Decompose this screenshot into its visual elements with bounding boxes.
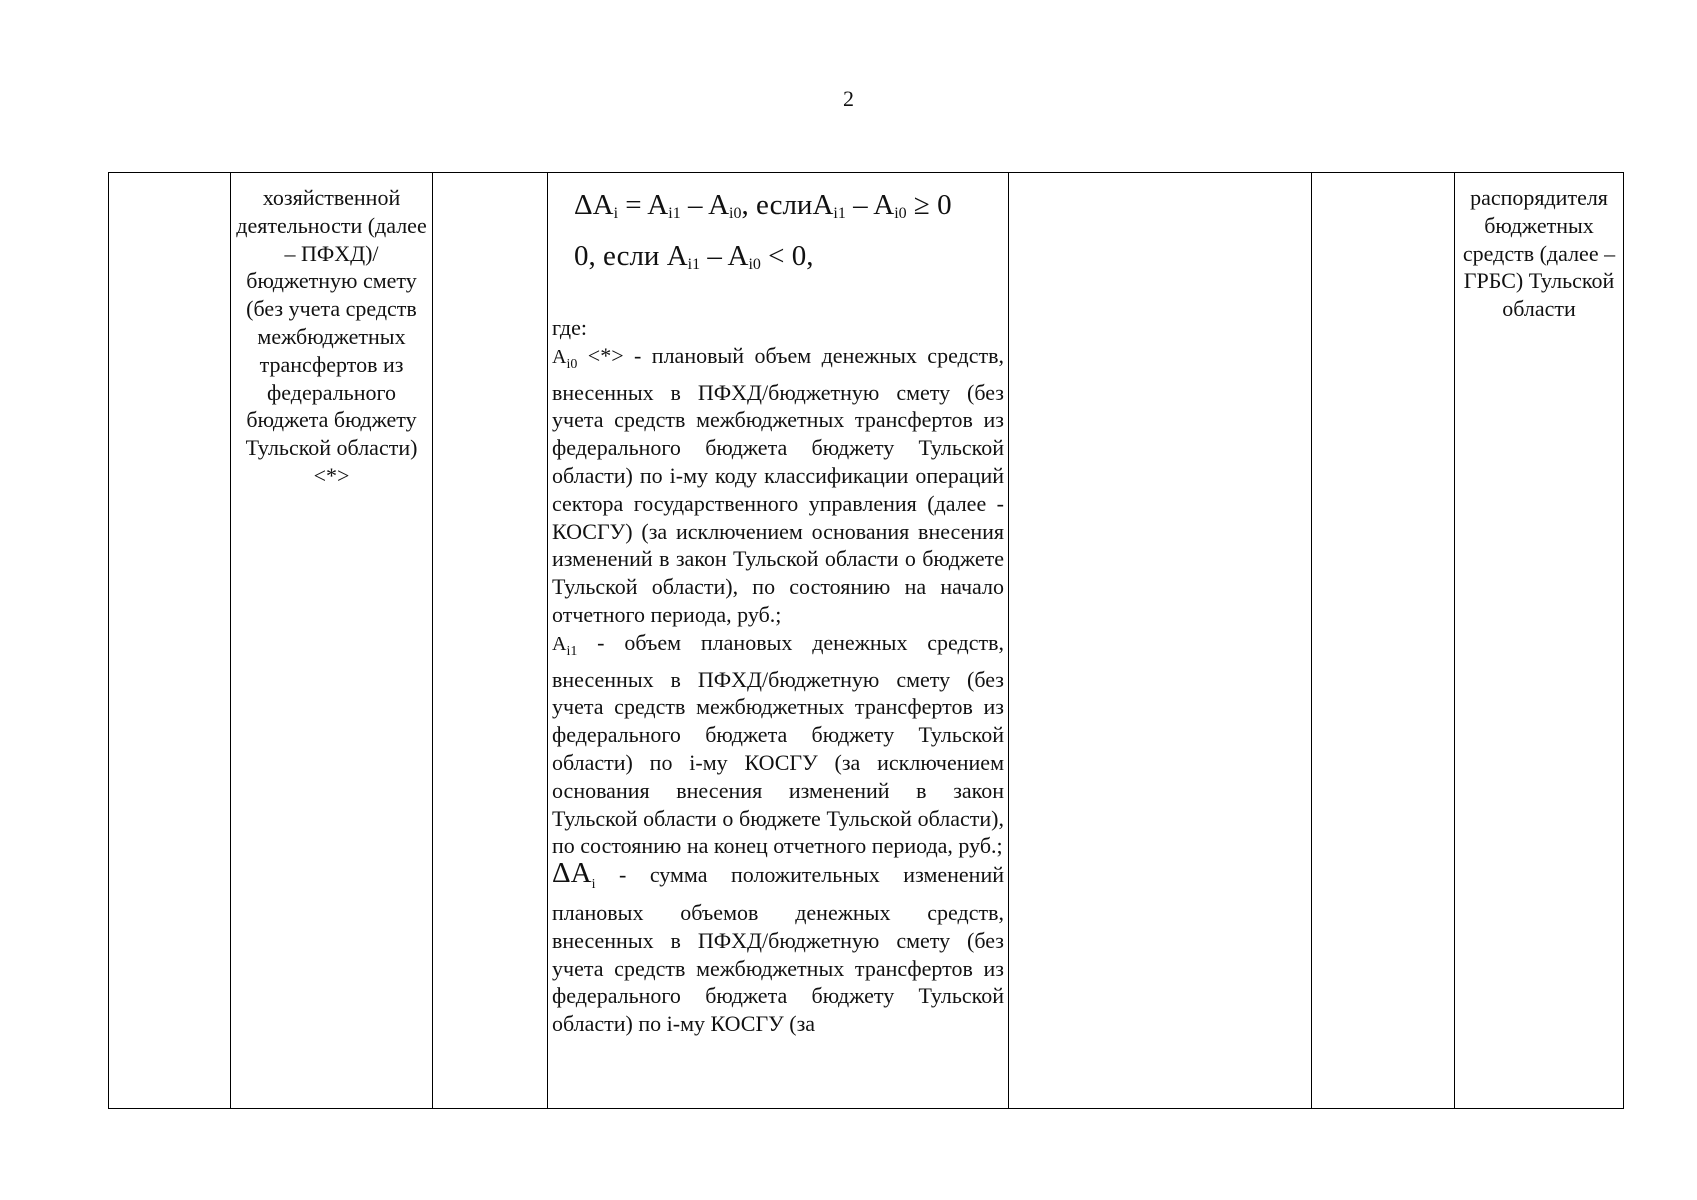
cell-col7-responsible: [1455, 173, 1624, 1109]
formula-line-1: $\Delta A_i = A_{i1} - A_{i0}$, еслиA$_{i1}$ – $A_{i0} \ge 0$: [574, 189, 952, 222]
indicator-name-text: хозяйственной деятельности (далее – ПФХД)/ бюджетную смету (без учета средств межбюджетных трансфертов из федерального бюджета бюджету Тульской области) <*>: [236, 185, 427, 488]
formula-line-2: 0, если $A_{i1} - A_{i0} < 0$,: [574, 240, 814, 273]
cell-col5: [1009, 173, 1312, 1109]
table-row: [109, 173, 1624, 1109]
definition-delta-ai: $\Delta A_i$ - сумма положительных изменений плановых объемов денежных средств, внесенных в ПФХД/бюджетную смету (без учета средств межбюджетных трансфертов из федерального бюджета бюджету Тульской области) по i-му КОСГУ (за: [552, 857, 1004, 1037]
where-label: где:: [552, 315, 587, 340]
indicator-table: [108, 172, 1624, 1109]
cell-col6: [1312, 173, 1455, 1109]
cell-col1: [109, 173, 231, 1109]
responsible-text: распорядителя бюджетных средств (далее – ГРБС) Тульской области: [1462, 185, 1616, 322]
definition-ai0: $A_{i0}$ <*> - плановый объем денежных средств, внесенных в ПФХД/бюджетную смету (без учета средств межбюджетных трансфертов из федерального бюджета бюджету Тульской области) по i-му коду классификации операций сектора государственного управления (далее - КОСГУ) (за исключением основания внесения изменений в закон Тульской области о бюджете Тульской области), по состоянию на начало отчетного периода, руб.;: [552, 342, 1004, 627]
page-number: 2: [843, 86, 854, 111]
cell-col3: [433, 173, 548, 1109]
cell-col2-indicator-name: [231, 173, 433, 1109]
definition-ai1: $A_{i1}$ - объем плановых денежных средств, внесенных в ПФХД/бюджетную смету (без учета средств межбюджетных трансфертов из федерального бюджета бюджету Тульской области) по i-му КОСГУ (за исключением основания внесения изменений в закон Тульской области о бюджете Тульской области), по состоянию на конец отчетного периода, руб.;: [552, 629, 1004, 859]
cell-formula: [548, 173, 1009, 1109]
